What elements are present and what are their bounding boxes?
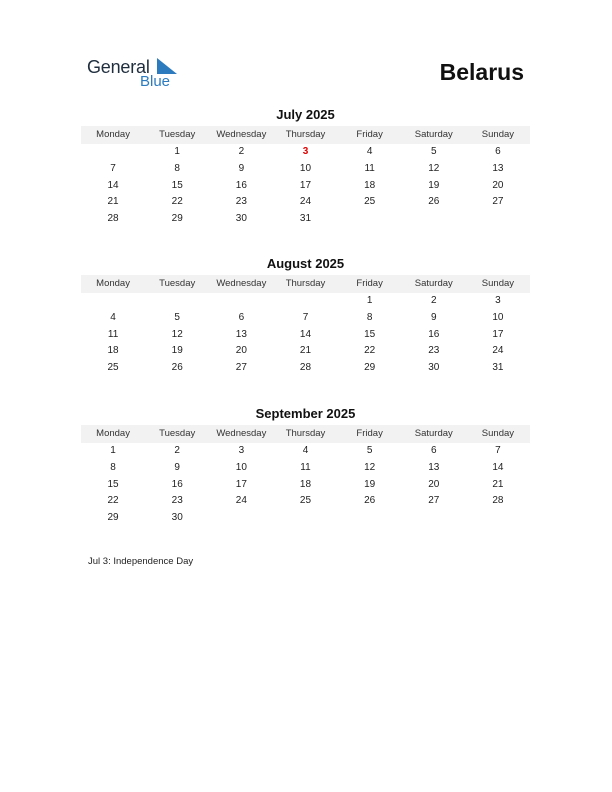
day-cell: 8	[110, 461, 116, 473]
day-cell: 11	[364, 162, 375, 174]
weekday-header	[81, 425, 530, 443]
day-cell: 8	[174, 162, 180, 174]
week-row	[81, 510, 530, 527]
day-cell: 30	[171, 512, 183, 524]
day-cell: 21	[107, 196, 119, 208]
weekday-label: Wednesday	[216, 428, 267, 439]
day-cell: 21	[299, 345, 312, 357]
day-cell: 25	[364, 196, 376, 208]
day-cell: 31	[492, 362, 504, 374]
week-row	[81, 293, 530, 310]
month-title: July 2025	[276, 107, 335, 122]
day-cell: 5	[366, 445, 373, 456]
month-title: September 2025	[255, 406, 356, 421]
month-calendar	[81, 106, 530, 228]
day-cell: 18	[299, 478, 312, 490]
empty-day-cell	[338, 510, 402, 527]
empty-day-cell	[273, 293, 337, 310]
day-cell: 22	[364, 345, 376, 357]
weekday-label: Monday	[96, 428, 130, 439]
day-cell: 28	[107, 213, 119, 225]
day-cell: 23	[235, 196, 247, 208]
day-cell: 7	[495, 445, 501, 456]
weekday-label: Saturday	[414, 278, 453, 289]
week-row	[81, 327, 530, 344]
week-row	[81, 360, 530, 377]
day-cell: 17	[492, 328, 504, 340]
day-cell: 29	[171, 213, 183, 225]
day-cell: 27	[235, 362, 247, 374]
weekday-label: Friday	[356, 278, 383, 289]
weekday-label: Sunday	[481, 278, 515, 289]
day-cell: 11	[300, 461, 311, 473]
weekday-label: Thursday	[285, 129, 326, 140]
day-cell: 30	[428, 362, 440, 374]
day-cell: 16	[235, 179, 247, 191]
weekday-label: Sunday	[481, 129, 515, 140]
month-weeks	[81, 293, 530, 377]
weekday-label: Wednesday	[216, 278, 267, 289]
day-cell: 6	[430, 445, 437, 456]
day-cell: 12	[171, 328, 183, 340]
day-cell: 4	[302, 445, 309, 456]
day-cell: 3	[495, 295, 501, 306]
day-cell: 9	[430, 311, 437, 323]
week-row	[81, 477, 530, 494]
day-cell: 1	[174, 146, 180, 157]
weekday-label: Thursday	[285, 428, 326, 439]
weekday-label: Thursday	[285, 278, 326, 289]
day-cell: 23	[428, 345, 440, 357]
day-cell: 31	[299, 213, 312, 225]
empty-day-cell	[466, 510, 530, 527]
logo-general-text: General	[87, 57, 150, 77]
day-cell: 15	[107, 478, 119, 490]
day-cell: 10	[299, 162, 312, 174]
week-row	[81, 493, 530, 510]
country-title: Belarus	[439, 59, 524, 85]
weekday-label: Friday	[356, 428, 383, 439]
day-cell: 20	[428, 478, 440, 490]
day-cell: 27	[428, 495, 440, 507]
week-row	[81, 443, 530, 460]
month-calendar	[81, 405, 530, 527]
day-cell: 25	[299, 495, 312, 507]
day-cell: 11	[107, 328, 119, 340]
month-calendar	[81, 255, 530, 377]
holiday-list	[88, 556, 193, 567]
week-row	[81, 178, 530, 195]
day-cell: 24	[299, 196, 312, 208]
empty-day-cell	[273, 510, 337, 527]
day-cell: 14	[492, 461, 504, 473]
day-cell: 19	[428, 179, 440, 191]
weekday-label: Friday	[356, 129, 383, 140]
day-cell: 2	[238, 146, 245, 157]
day-cell: 21	[492, 478, 504, 490]
day-cell: 13	[492, 162, 504, 174]
month-title: August 2025	[266, 256, 345, 271]
day-cell: 4	[110, 311, 116, 323]
day-cell: 1	[110, 445, 116, 456]
day-cell: 14	[107, 179, 119, 191]
day-cell: 12	[364, 461, 376, 473]
day-cell: 13	[235, 328, 247, 340]
weekday-label: Saturday	[414, 428, 453, 439]
week-row	[81, 194, 530, 211]
week-row	[81, 161, 530, 178]
weekday-label: Wednesday	[216, 129, 267, 140]
day-cell: 9	[238, 162, 245, 174]
day-cell: 15	[171, 179, 183, 191]
day-cell: 24	[235, 495, 247, 507]
weekday-label: Tuesday	[159, 278, 196, 289]
day-cell: 10	[235, 461, 247, 473]
empty-day-cell	[81, 293, 145, 310]
weekday-label: Monday	[96, 129, 130, 140]
week-row	[81, 144, 530, 161]
empty-day-cell	[209, 293, 273, 310]
week-row	[81, 460, 530, 477]
day-cell: 17	[235, 478, 247, 490]
day-cell: 26	[171, 362, 183, 374]
day-cell: 7	[302, 311, 309, 323]
empty-day-cell	[402, 510, 466, 527]
day-cell: 28	[492, 495, 504, 507]
day-cell: 24	[492, 345, 504, 357]
holiday-day-cell: 3	[302, 146, 309, 157]
day-cell: 20	[235, 345, 247, 357]
day-cell: 7	[110, 162, 116, 174]
week-row	[81, 343, 530, 360]
day-cell: 8	[366, 311, 373, 323]
day-cell: 26	[428, 196, 440, 208]
logo-blue-text: Blue	[140, 73, 171, 90]
day-cell: 19	[171, 345, 183, 357]
generalblue-logo	[87, 55, 197, 95]
day-cell: 5	[174, 311, 180, 323]
week-row	[81, 310, 530, 327]
day-cell: 3	[238, 445, 245, 456]
weekday-header	[81, 126, 530, 144]
day-cell: 1	[366, 295, 373, 306]
day-cell: 10	[492, 311, 504, 323]
day-cell: 13	[428, 461, 440, 473]
empty-day-cell	[466, 211, 530, 228]
day-cell: 25	[107, 362, 119, 374]
logo-triangle-icon	[157, 58, 177, 74]
week-row	[81, 211, 530, 228]
day-cell: 29	[364, 362, 376, 374]
day-cell: 14	[299, 328, 312, 340]
day-cell: 26	[364, 495, 376, 507]
month-weeks	[81, 443, 530, 527]
day-cell: 4	[366, 146, 373, 157]
day-cell: 19	[364, 478, 376, 490]
day-cell: 12	[428, 162, 440, 174]
day-cell: 20	[492, 179, 504, 191]
weekday-label: Saturday	[414, 129, 453, 140]
holiday-item: Jul 3: Independence Day	[88, 556, 194, 567]
empty-day-cell	[338, 211, 402, 228]
day-cell: 2	[430, 295, 437, 306]
empty-day-cell	[402, 211, 466, 228]
day-cell: 2	[174, 445, 180, 456]
day-cell: 17	[299, 179, 312, 191]
empty-day-cell	[209, 510, 273, 527]
day-cell: 27	[492, 196, 504, 208]
day-cell: 23	[171, 495, 183, 507]
day-cell: 15	[364, 328, 376, 340]
weekday-label: Tuesday	[159, 428, 196, 439]
weekday-header	[81, 275, 530, 293]
empty-day-cell	[81, 144, 145, 161]
weekday-label: Tuesday	[159, 129, 196, 140]
day-cell: 18	[107, 345, 119, 357]
month-weeks	[81, 144, 530, 228]
weekday-label: Sunday	[481, 428, 515, 439]
day-cell: 29	[107, 512, 119, 524]
empty-day-cell	[145, 293, 209, 310]
weekday-label: Monday	[96, 278, 130, 289]
day-cell: 9	[174, 461, 180, 473]
day-cell: 5	[430, 146, 437, 157]
day-cell: 30	[235, 213, 247, 225]
day-cell: 18	[364, 179, 376, 191]
day-cell: 16	[171, 478, 183, 490]
day-cell: 16	[428, 328, 440, 340]
day-cell: 22	[171, 196, 183, 208]
day-cell: 22	[107, 495, 119, 507]
day-cell: 6	[238, 311, 245, 323]
day-cell: 28	[299, 362, 312, 374]
day-cell: 6	[495, 146, 501, 157]
